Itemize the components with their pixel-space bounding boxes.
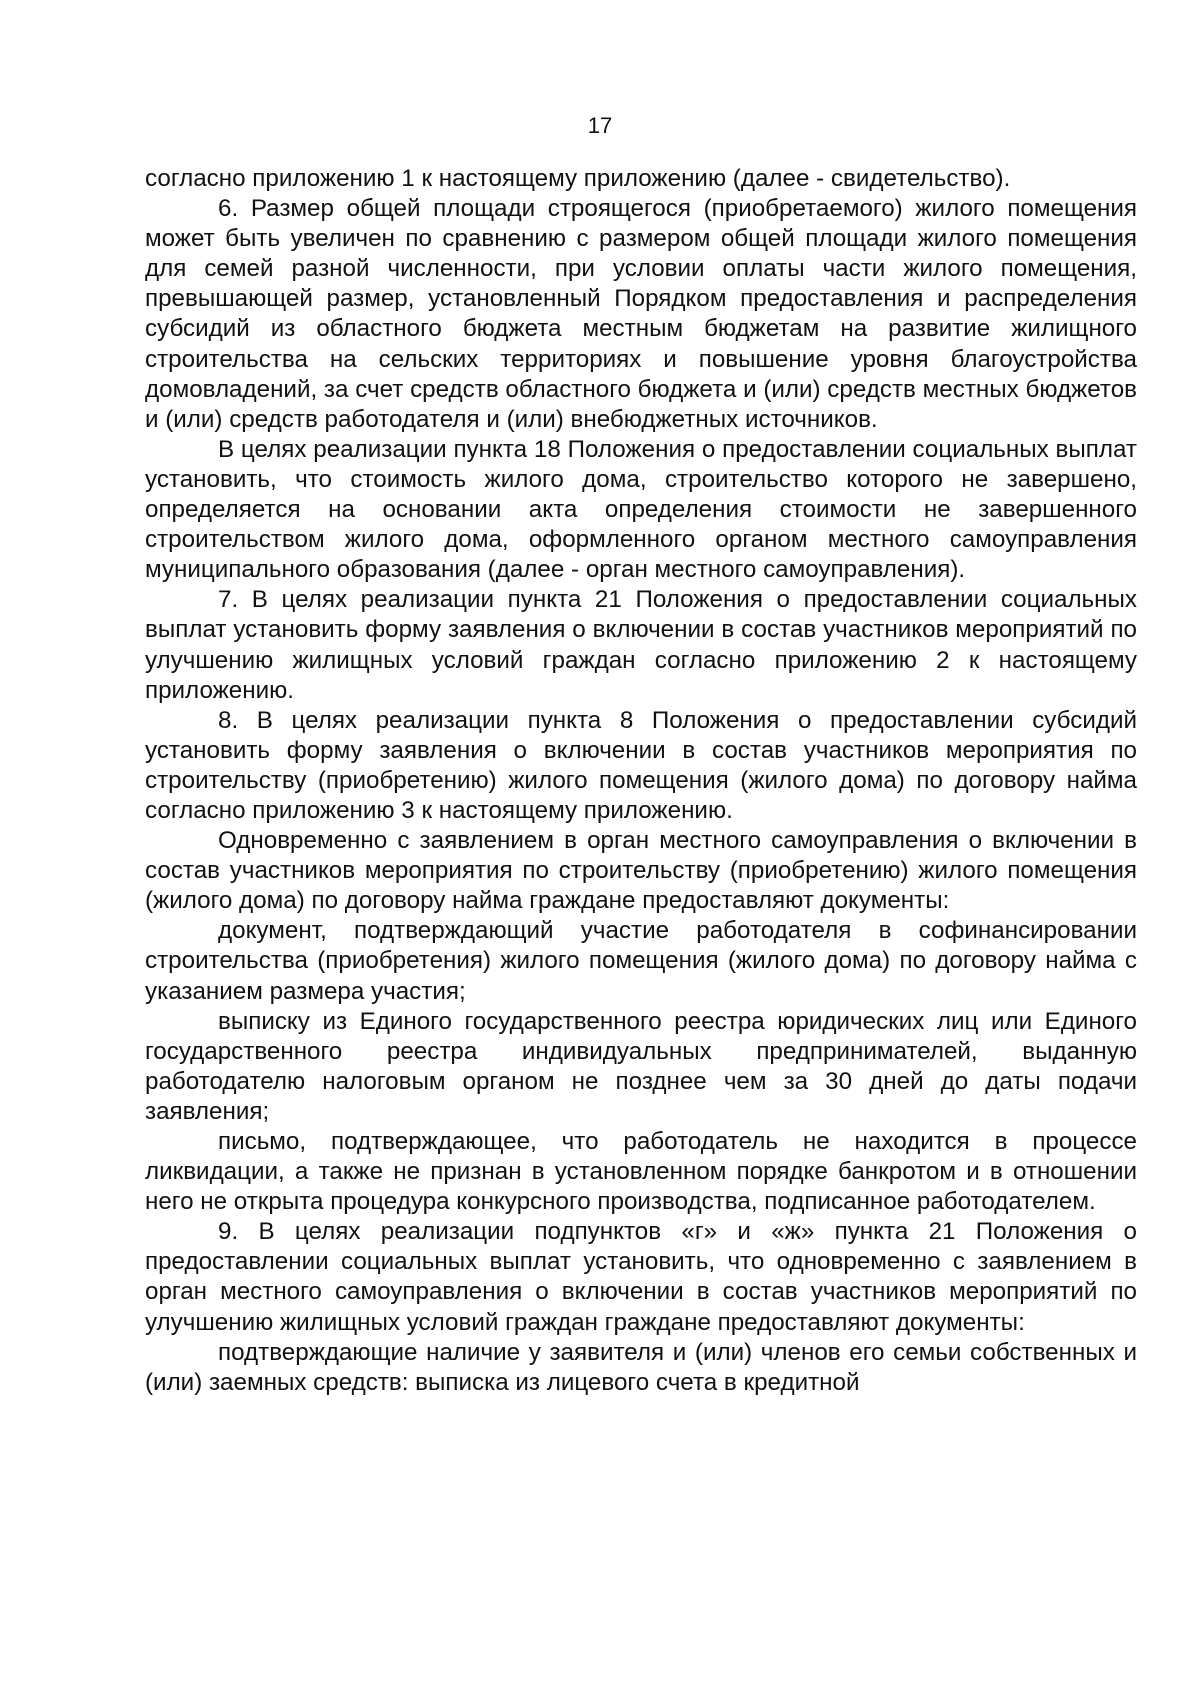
document-body bbox=[145, 164, 1137, 1398]
paragraph-item-8: 8. В целях реализации пункта 8 Положения о предоставлении субсидий установить форму заявления о включении в состав участников мероприятия по строительству (приобретению) жилого помещения (жилого дома) по договору найма согласно приложению 3 к настоящему приложению. bbox=[145, 706, 1137, 824]
paragraph-item-6: 6. Размер общей площади строящегося (приобретаемого) жилого помещения может быть увеличен по сравнению с размером общей площади жилого помещения для семей разной численности, при условии оплаты части жилого помещения, превышающей размер, установленный Порядком предоставления и распределения субсидий из областного бюджета местным бюджетам на развитие жилищного строительства на сельских территориях и повышение уровня благоустройства домовладений, за счет средств областного бюджета и (или) средств местных бюджетов и (или) средств работодателя и (или) внебюджетных источников. bbox=[145, 195, 1137, 433]
page-number: 17 bbox=[587, 113, 613, 138]
paragraph-document-registry-extract: выписку из Единого государственного реестра юридических лиц или Единого государственного реестра индивидуальных предпринимателей, выданную работодателю налоговым органом не позднее чем за 30 дней до даты подачи заявления; bbox=[145, 1007, 1137, 1125]
paragraph-document-employer-participation: документ, подтверждающий участие работодателя в софинансировании строительства (приобретения) жилого помещения (жилого дома) по договору найма с указанием размера участия; bbox=[145, 917, 1137, 1005]
paragraph-item-7: 7. В целях реализации пункта 21 Положения о предоставлении социальных выплат установить форму заявления о включении в состав участников мероприятий по улучшению жилищных условий граждан согласно приложению 2 к настоящему приложению. bbox=[145, 586, 1137, 704]
paragraph-item-6-addendum: В целях реализации пункта 18 Положения о предоставлении социальных выплат установить, что стоимость жилого дома, строительство которого не завершено, определяется на основании акта определения стоимости не завершенного строительством жилого дома, оформленного органом местного самоуправления муниципального образования (далее - орган местного самоуправления). bbox=[145, 435, 1137, 584]
paragraph-document-own-funds: подтверждающие наличие у заявителя и (или) членов его семьи собственных и (или) заемных средств: выписка из лицевого счета в кредитной bbox=[145, 1338, 1137, 1396]
paragraph-continuation: согласно приложению 1 к настоящему приложению (далее - свидетельство). bbox=[145, 165, 1011, 192]
paragraph-item-9: 9. В целях реализации подпунктов «г» и «ж» пункта 21 Положения о предоставлении социальных выплат установить, что одновременно с заявлением в орган местного самоуправления о включении в состав участников мероприятий по улучшению жилищных условий граждан граждане предоставляют документы: bbox=[145, 1218, 1137, 1336]
paragraph-documents-intro: Одновременно с заявлением в орган местного самоуправления о включении в состав участников мероприятия по строительству (приобретению) жилого помещения (жилого дома) по договору найма граждане предоставляют документы: bbox=[145, 827, 1137, 915]
paragraph-document-liquidation-letter: письмо, подтверждающее, что работодатель не находится в процессе ликвидации, а также не признан в установленном порядке банкротом и в отношении него не открыта процедура конкурсного производства, подписанное работодателем. bbox=[145, 1128, 1137, 1216]
